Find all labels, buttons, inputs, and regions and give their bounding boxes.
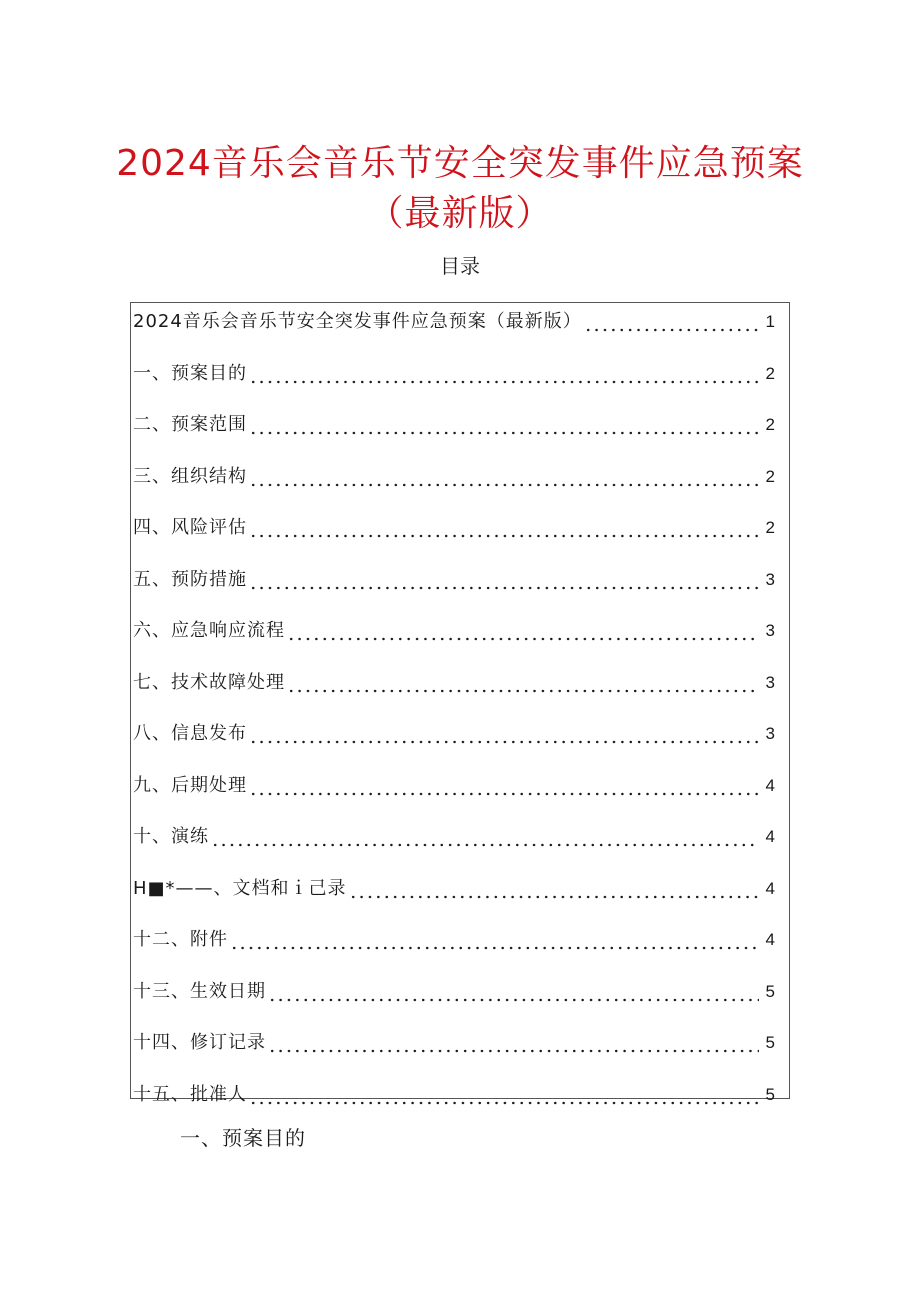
toc-entry[interactable] xyxy=(133,1078,775,1108)
toc-entry-page-number: 1 xyxy=(765,312,775,331)
toc-dot-leader xyxy=(584,310,759,332)
toc-dot-leader xyxy=(249,1083,759,1105)
toc-entry-page-number: 2 xyxy=(765,415,775,434)
toc-entry[interactable] xyxy=(133,872,775,902)
document-title-line-1: 2024音乐会音乐节安全突发事件应急预案 xyxy=(116,143,804,184)
toc-entry-page-number: 3 xyxy=(765,621,775,640)
toc-dot-leader xyxy=(287,671,759,693)
toc-entry-page-number: 3 xyxy=(765,724,775,743)
toc-dot-leader xyxy=(249,774,759,796)
section-heading: 一、预案目的 xyxy=(180,1126,306,1150)
toc-entry-label: 五、预防措施 xyxy=(133,568,247,590)
toc-dot-leader xyxy=(249,465,759,487)
toc-entry-page-number: 4 xyxy=(765,827,775,846)
toc-entry[interactable] xyxy=(133,305,775,335)
toc-entry-label: 六、应急响应流程 xyxy=(133,620,285,641)
toc-entry[interactable] xyxy=(133,614,775,644)
toc-entry[interactable] xyxy=(133,511,775,541)
toc-dot-leader xyxy=(249,413,759,435)
toc-entry[interactable] xyxy=(133,975,775,1005)
toc-dot-leader xyxy=(249,516,759,538)
toc-entry[interactable] xyxy=(133,1026,775,1056)
toc-entry-label: 四、风险评估 xyxy=(133,517,247,538)
toc-entry-page-number: 4 xyxy=(765,775,775,795)
toc-entry-label: 十三、生效日期 xyxy=(133,980,266,1002)
toc-entry-page-number: 5 xyxy=(765,1084,775,1104)
toc-entry[interactable] xyxy=(133,717,775,747)
toc-entry-page-number: 2 xyxy=(765,466,775,486)
toc-heading: 目录 xyxy=(440,254,480,278)
toc-entry-label: 2024音乐会音乐节安全突发事件应急预案（最新版） xyxy=(133,311,582,332)
toc-entry-label: 十、演练 xyxy=(133,826,209,847)
toc-entry-page-number: 4 xyxy=(765,878,775,898)
toc-dot-leader xyxy=(249,722,759,744)
toc-dot-leader xyxy=(249,362,759,384)
toc-entry[interactable] xyxy=(133,666,775,696)
toc-entry-page-number: 5 xyxy=(765,1033,775,1052)
toc-entry-label: 八、信息发布 xyxy=(133,723,247,744)
toc-entry[interactable] xyxy=(133,769,775,799)
toc-entry-label: 十二、附件 xyxy=(133,929,228,950)
toc-dot-leader xyxy=(349,877,759,899)
toc-entry[interactable] xyxy=(133,408,775,438)
toc-dot-leader xyxy=(249,568,759,590)
toc-dot-leader xyxy=(230,928,759,950)
toc-entry-page-number: 5 xyxy=(765,981,775,1001)
toc-dot-leader xyxy=(287,619,759,641)
table-of-contents xyxy=(130,302,790,1105)
toc-entry-page-number: 2 xyxy=(765,363,775,383)
toc-entry-page-number: 2 xyxy=(765,518,775,537)
toc-entry-label: 十五、批准人 xyxy=(133,1083,247,1105)
toc-entry[interactable] xyxy=(133,563,775,593)
toc-dot-leader xyxy=(211,825,759,847)
toc-entry-label: 七、技术故障处理 xyxy=(133,671,285,693)
toc-entry-label: 九、后期处理 xyxy=(133,774,247,796)
toc-entry[interactable] xyxy=(133,820,775,850)
toc-dot-leader xyxy=(268,980,759,1002)
toc-entry-label: 一、预案目的 xyxy=(133,362,247,384)
toc-entry-label: H■*——、文档和ｉ己录 xyxy=(133,877,347,899)
toc-entry-page-number: 3 xyxy=(765,672,775,692)
toc-entry-page-number: 3 xyxy=(765,569,775,589)
document-title-line-2: （最新版） xyxy=(367,193,553,234)
toc-dot-leader xyxy=(268,1031,759,1053)
toc-entry[interactable] xyxy=(133,460,775,490)
toc-entry-label: 三、组织结构 xyxy=(133,465,247,487)
toc-entry[interactable] xyxy=(133,923,775,953)
toc-entry-label: 十四、修订记录 xyxy=(133,1032,266,1053)
toc-entry[interactable] xyxy=(133,357,775,387)
toc-entry-page-number: 4 xyxy=(765,930,775,949)
toc-entry-label: 二、预案范围 xyxy=(133,414,247,435)
